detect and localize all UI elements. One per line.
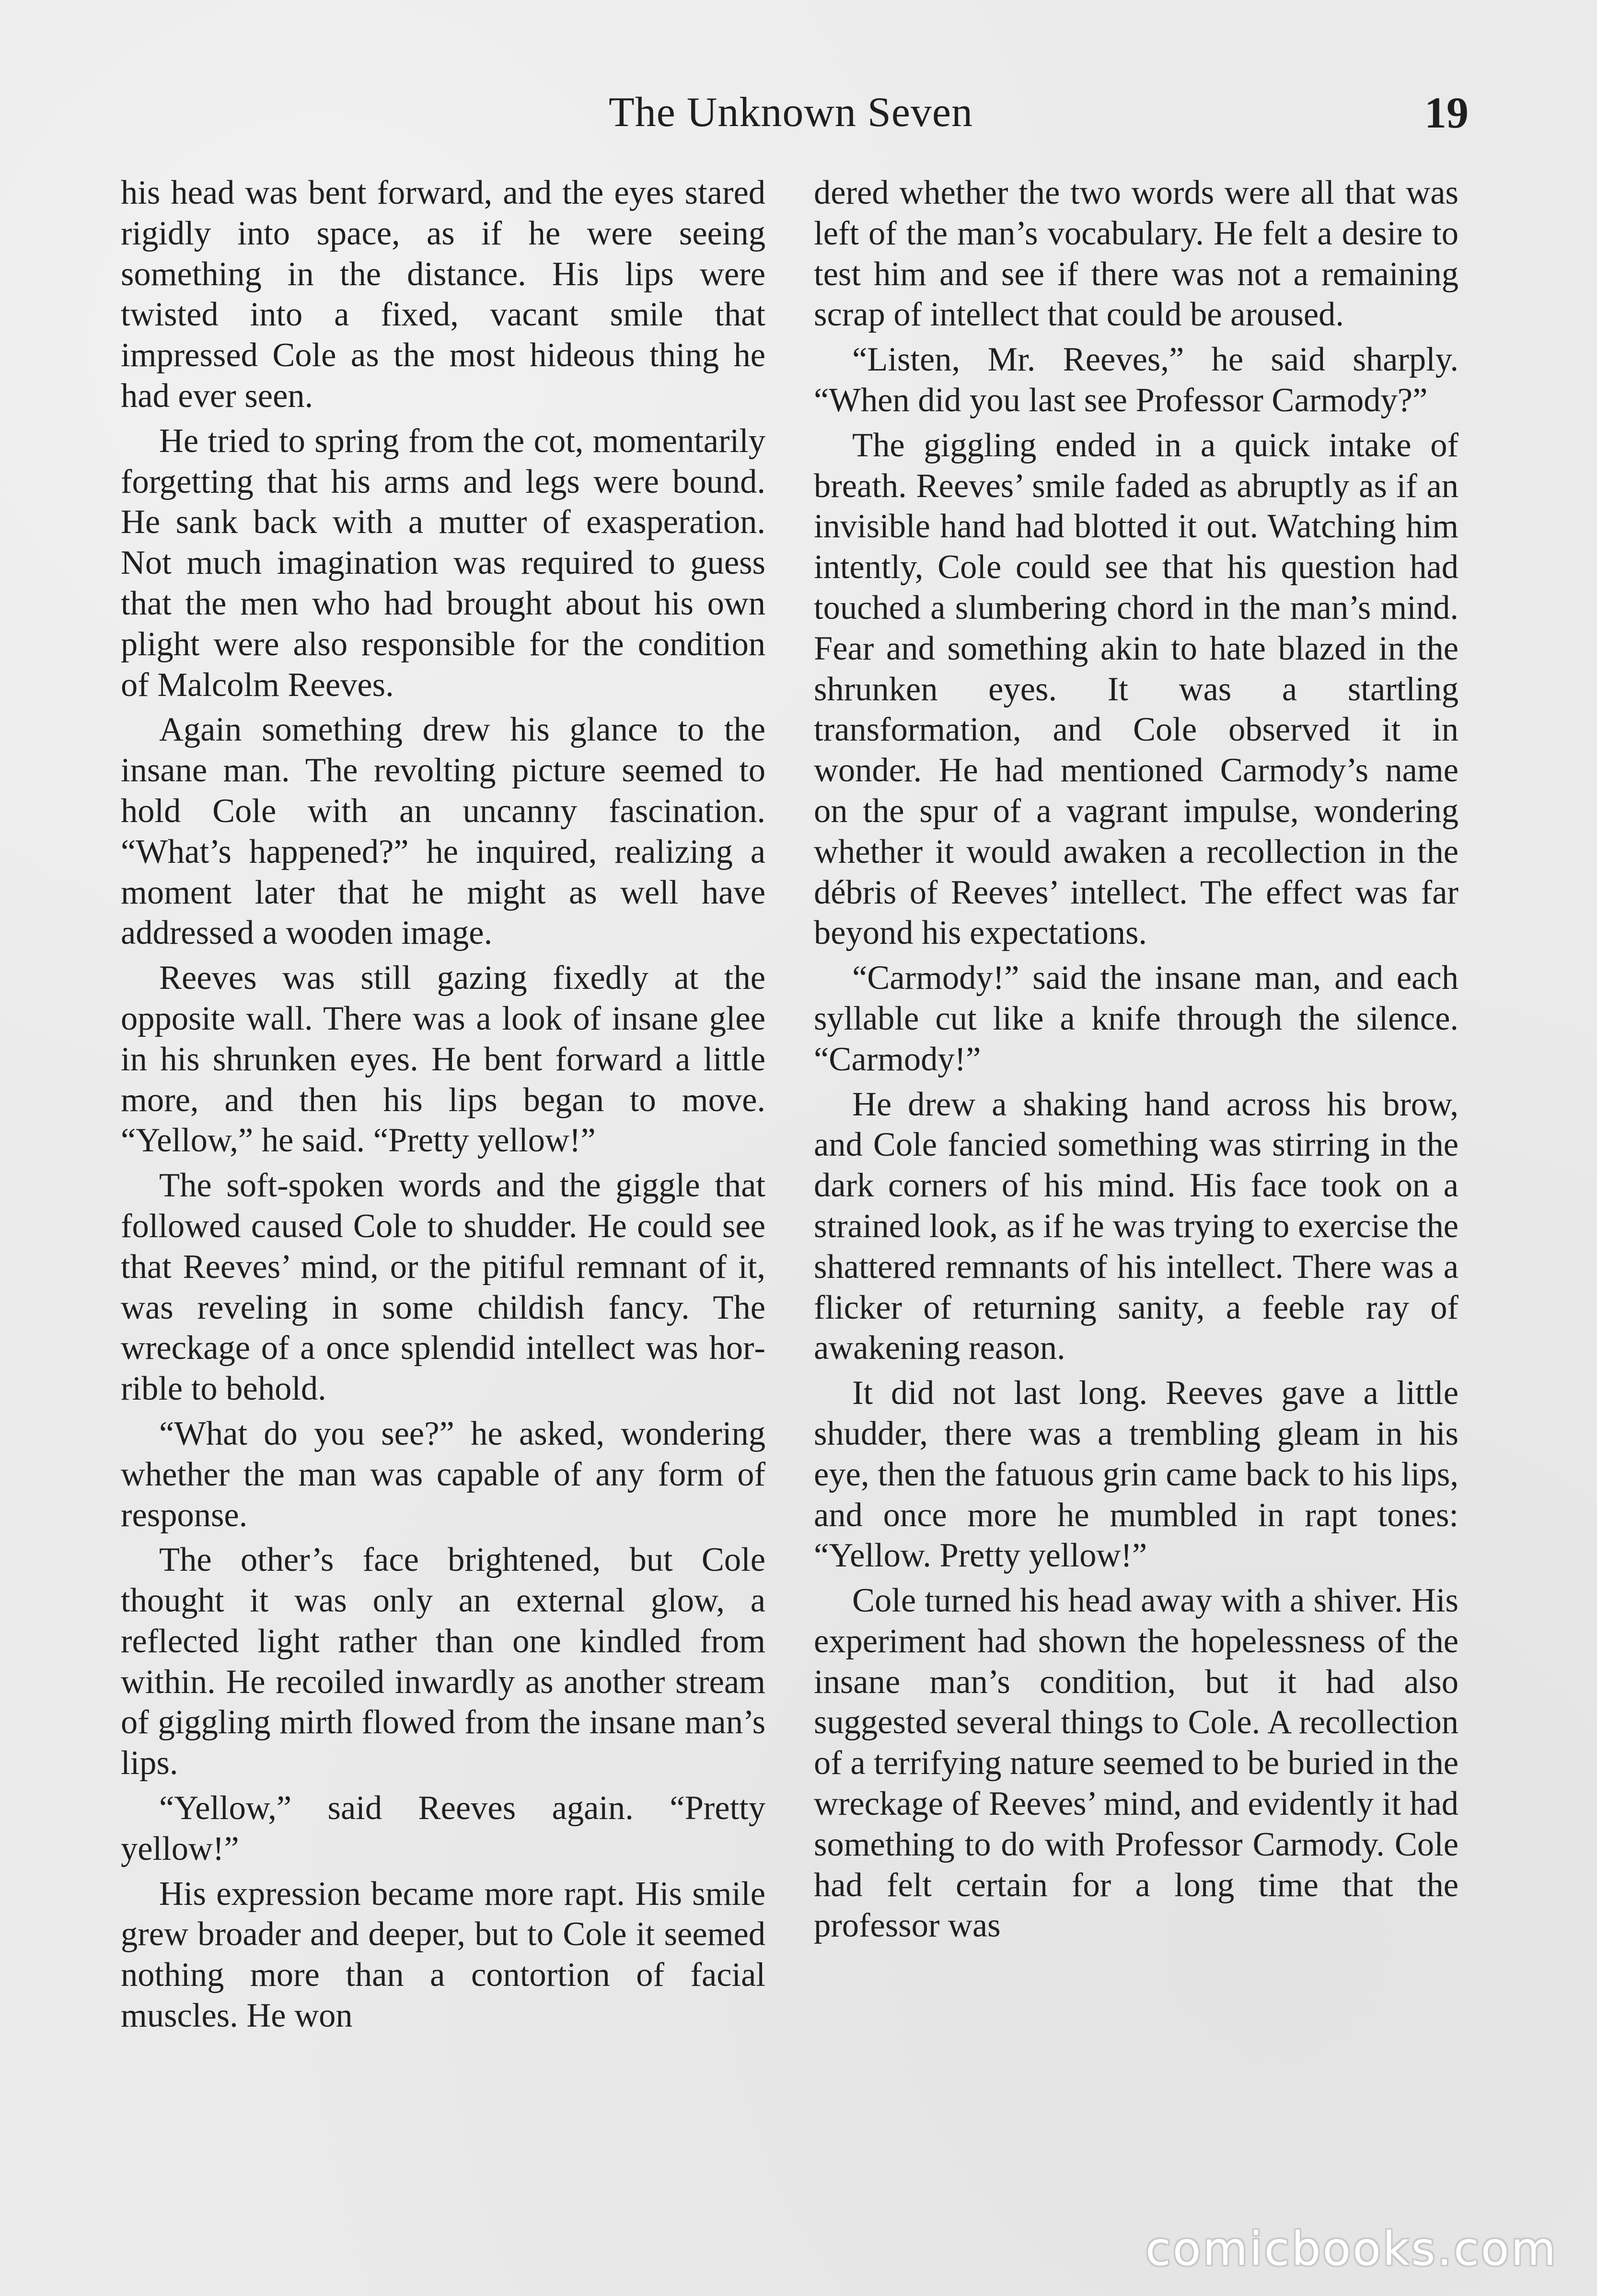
paragraph: Reeves was still gazing fixedly at the opposite wall. There was a look of insane glee in his shrunken eyes. He bent forward a little more, and then his lips began to move. “Yellow,” he said. “Pretty yellow!” bbox=[121, 959, 765, 1160]
paragraph: Again something drew his glance to the insane man. The revolting picture seemed to hold Cole with an uncanny fascination. “What’s happened?” he inquired, realizing a moment later that he might as well have addressed a wooden image. bbox=[121, 711, 765, 952]
paragraph: His expression became more rapt. His smile grew broader and deeper, but to Cole it seemed nothing more than a contortion of facial muscles. He won bbox=[121, 1875, 765, 2035]
paragraph: “Yellow,” said Reeves again. “Pretty yellow!” bbox=[121, 1789, 765, 1867]
left-column bbox=[121, 173, 765, 2041]
paragraph: The soft-spoken words and the giggle that followed caused Cole to shudder. He could see that Reeves’ mind, or the pitiful remnant of it, was reveling in some childish fancy. The wreckage of a once splendid intellect was horrible to behold. bbox=[121, 1167, 765, 1408]
paragraph: Cole turned his head away with a shiver. His experiment had shown the hopelessness of the insane man’s condition, but it had also suggested several things to Cole. A recollection of a terrifying nature seemed to be buried in the wreckage of Reeves’ mind, and evidently it had something to do with Professor Carmody. Cole had felt certain for a long time that the professor was bbox=[814, 1582, 1458, 1945]
running-title: The Unknown Seven bbox=[609, 89, 973, 136]
paragraph: “Carmody!” said the insane man, and each syllable cut like a knife through the silence. “Carmody!” bbox=[814, 959, 1458, 1078]
paragraph: He tried to spring from the cot, momentarily forgetting that his arms and legs were bound. He sank back with a mutter of exasperation. Not much imagination was required to guess that the men who had brought about his own plight were also responsible for the condition of Malcolm Reeves. bbox=[121, 422, 765, 704]
paragraph: “Listen, Mr. Reeves,” he said sharply. “When did you last see Professor Carmody?” bbox=[814, 341, 1458, 419]
watermark: comicbooks.com bbox=[1145, 2222, 1558, 2276]
paragraph: The other’s face brightened, but Cole thought it was only an external glow, a reflected light rather than one kindled from within. He recoiled inwardly as another stream of giggling mirth flowed from the insane man’s lips. bbox=[121, 1541, 765, 1782]
paragraph: his head was bent forward, and the eyes stared rigidly into space, as if he were seeing something in the distance. His lips were twisted into a fixed, vacant smile that impressed Cole as the most hideous thing he had ever seen. bbox=[121, 174, 765, 415]
paragraph: He drew a shaking hand across his brow, and Cole fancied something was stirring in the dark corners of his mind. His face took on a strained look, as if he was trying to exercise the shattered remnants of his intellect. There was a flicker of returning sanity, a feeble ray of awakening reason. bbox=[814, 1085, 1458, 1367]
page-number: 19 bbox=[1424, 88, 1469, 137]
paragraph: dered whether the two words were all that was left of the man’s vocabulary. He felt a desire to test him and see if there was not a remaining scrap of intellect that could be aroused. bbox=[814, 174, 1458, 334]
paragraph: It did not last long. Reeves gave a little shudder, there was a trembling gleam in his eye, then the fatuous grin came back to his lips, and once more he mumbled in rapt tones: “Yellow. Pretty yellow!” bbox=[814, 1374, 1458, 1575]
paragraph: The giggling ended in a quick intake of breath. Reeves’ smile faded as abruptly as if an invisible hand had blotted it out. Watching him intently, Cole could see that his question had touched a slumbering chord in the man’s mind. Fear and something akin to hate blazed in the shrunken eyes. It was a startling transformation, and Cole observed it in wonder. He had mentioned Carmody’s name on the spur of a vagrant impulse, wondering whether it would awaken a recollection in the débris of Reeves’ intellect. The effect was far beyond his expectations. bbox=[814, 426, 1458, 952]
paragraph: “What do you see?” he asked, wondering whether the man was capable of any form of response. bbox=[121, 1415, 765, 1534]
right-column bbox=[814, 173, 1458, 1950]
